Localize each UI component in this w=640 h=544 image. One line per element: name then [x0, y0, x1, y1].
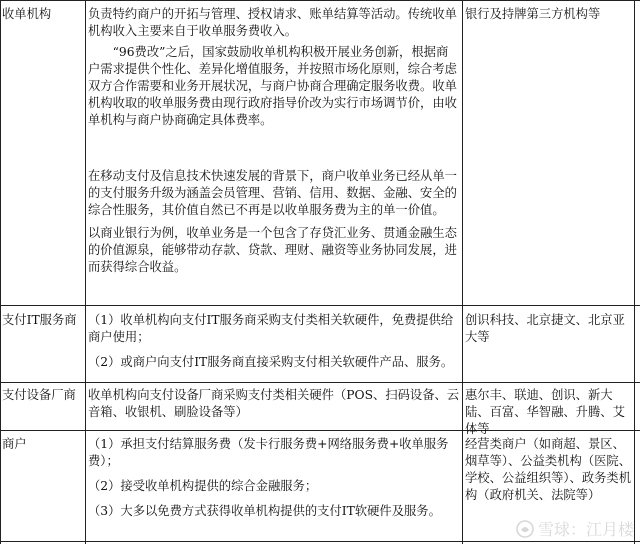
desc-paragraph: （2）或商户向支付IT服务商直接采购支付相关软硬件产品、服务。 — [88, 355, 454, 369]
desc-paragraph: 在移动支付及信息技术快速发展的背景下，商户收单业务已经从单一的支付服务升级为涵盖会员管理、营销、信用、数据、金融、安全的综合性服务，其价值自然已不再是以收单服务费为主的单一价值。 — [88, 169, 457, 217]
desc-paragraph: （1）收单机构向支付IT服务商采购支付类相关软硬件，免费提供给商户使用； — [88, 313, 454, 344]
row-label-device-maker: 支付设备厂商 — [2, 388, 76, 402]
row-examples-device-maker: 惠尔丰、联迪、创识、新大陆、百富、华智融、升腾、艾体等 — [465, 388, 625, 436]
row-examples-merchant: 经营类商户（如商超、景区、烟草等）、公益类机构（医院、学校、公益组织等）、政务类机构（政府机关、法院等） — [465, 437, 632, 502]
table-border-left — [0, 0, 1, 544]
desc-paragraph: “96费改”之后，国家鼓励收单机构积极开展业务创新，根据商户需求提供个性化、差异化增值服务，并按照市场化原则，综合考虑双方合作需要和业务开展状况，与商户协商合理确定服务收费。收单机构收取的收单服务费由现行政府指导价改为实行市场调节价，由收单机构与商户协商确定具体费率。 — [88, 45, 457, 127]
row-label-it-provider: 支付IT服务商 — [2, 313, 77, 327]
desc-paragraph: 以商业银行为例，收单业务是一个包含了存贷汇业务、贯通金融生态的价值源泉，能够带动存款、贷款、理财、融资等业务协同发展，进而获得综合收益。 — [88, 226, 457, 274]
desc-paragraph: （1）承担支付结算服务费（发卡行服务费+网络服务费+收单服务费）； — [88, 437, 449, 468]
row-examples-it-provider: 创识科技、北京捷文、北京亚大等 — [465, 313, 625, 344]
row-desc-it-provider — [88, 312, 460, 371]
row-divider-1 — [0, 305, 640, 306]
watermark-text: 雪球：江月楼 — [537, 520, 634, 539]
snowball-logo-icon — [516, 520, 534, 538]
table-border-bottom — [0, 541, 640, 542]
desc-paragraph: （2）接受收单机构提供的综合金融服务； — [88, 479, 318, 493]
desc-paragraph: 收单机构向支付设备厂商采购支付类相关硬件（POS、扫码设备、云音箱、收银机、刷脸设备等） — [88, 388, 460, 419]
row-desc-device-maker — [88, 387, 460, 421]
row-label-acquirer: 收单机构 — [2, 7, 52, 21]
desc-paragraph: 负责特约商户的开拓与管理、授权请求、账单结算等活动。传统收单机构收入主要来自于收单服务费收入。 — [88, 7, 457, 38]
watermark — [516, 517, 634, 540]
row-divider-2 — [0, 382, 640, 383]
desc-paragraph: （3）大多以免费方式获得收单机构提供的支付IT软硬件及服务。 — [88, 504, 441, 518]
row-desc-merchant — [88, 436, 460, 520]
table-border-top — [0, 0, 640, 1]
row-label-merchant: 商户 — [2, 437, 27, 451]
table-border-right — [634, 0, 635, 544]
column-divider-2 — [462, 0, 463, 544]
row-desc-acquirer — [88, 6, 460, 276]
row-examples-acquirer: 银行及持牌第三方机构等 — [465, 7, 601, 21]
column-divider-1 — [85, 0, 86, 544]
